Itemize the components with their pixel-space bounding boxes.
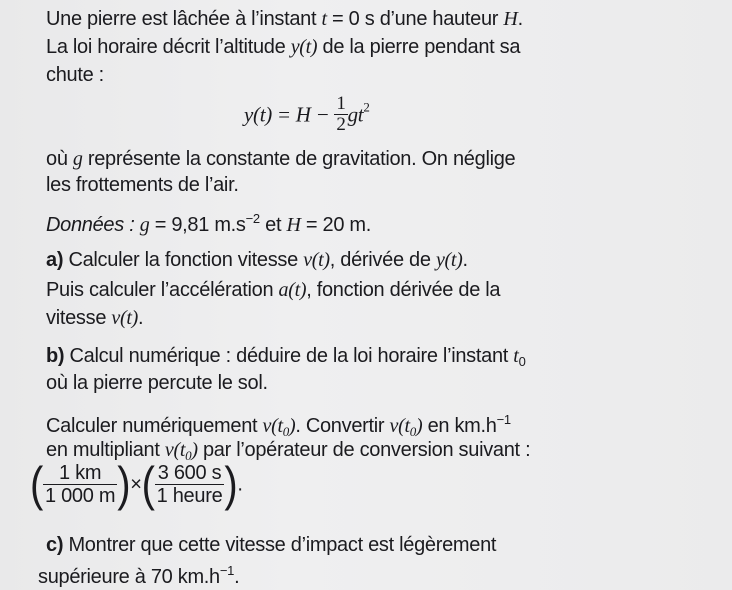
partA-text: Puis calculer l’accélération (46, 279, 279, 301)
partA-text: , fonction dérivée de la (306, 279, 501, 301)
intro-text: = 0 s d’une hauteur (326, 8, 504, 30)
paren: ) (415, 415, 423, 437)
formula-fraction (334, 94, 347, 135)
right-paren: ) (117, 458, 131, 511)
donnees-label: Données : (46, 214, 140, 236)
partA-text: , dérivée de (329, 249, 436, 271)
times-sign: × (130, 473, 142, 496)
paren: ) (288, 415, 296, 437)
intro-line-1 (46, 6, 523, 32)
subscript-0: 0 (409, 424, 416, 439)
partB-text: . Convertir (295, 415, 390, 437)
var-v: v(t) (111, 307, 138, 329)
intro-text: La loi horaire décrit l’altitude (46, 36, 291, 58)
var-v: v(t (389, 415, 410, 437)
partC-tag: c) (46, 534, 64, 556)
unit-exponent: −1 (496, 412, 511, 427)
unit-exponent: −1 (219, 563, 235, 578)
partA-text: vitesse (46, 307, 112, 329)
conversion-operator (30, 458, 243, 522)
h-value: = 20 m. (300, 214, 372, 236)
where-line-2: les frottements de l’air. (46, 174, 239, 196)
var-t: (t) (299, 36, 318, 58)
fraction-denominator: 1 heure (156, 485, 223, 507)
partC-line-1 (46, 532, 496, 558)
fraction-denominator: 1 000 m (45, 485, 116, 507)
partA-text: Calculer la fonction vitesse (63, 249, 304, 271)
fraction-km (43, 462, 117, 507)
formula-y (244, 94, 370, 135)
var-t: t (321, 8, 327, 30)
var-v: v(t) (303, 249, 330, 271)
punct: . (237, 473, 243, 496)
var-H: H (286, 214, 301, 236)
partA-line-3 (46, 305, 143, 331)
paren: ) (191, 439, 198, 461)
fraction-numerator: 3 600 s (157, 462, 222, 484)
subscript-0: 0 (282, 424, 289, 439)
donnees-text: et (259, 214, 287, 236)
partB-tag: b) (46, 345, 65, 367)
var-y: y(t) (435, 249, 463, 271)
unit-kmh: en km.h (422, 415, 497, 437)
intro-line-2 (46, 34, 520, 60)
intro-text: Une pierre est lâchée à l’instant (46, 8, 322, 30)
g-exponent: −2 (245, 211, 260, 226)
donnees-line (46, 206, 371, 238)
intro-line-3: chute : (46, 64, 104, 86)
punct: . (137, 307, 144, 329)
where-text: représente la constante de gravitation. On néglige (82, 148, 516, 170)
formula-lhs: y(t) = H − (244, 102, 330, 127)
intro-text: de la pierre pendant sa (317, 36, 521, 58)
var-v: v(t (262, 415, 283, 437)
punct: . (234, 566, 240, 588)
subscript-0: 0 (185, 448, 192, 463)
var-t: t (513, 345, 519, 367)
partB-line-2: où la pierre percute le sol. (46, 372, 268, 394)
partB-text: par l’opérateur de conversion suivant : (197, 439, 531, 461)
partB-text: Calcul numérique : déduire de la loi horaire l’instant (64, 345, 514, 367)
var-y: y (290, 36, 300, 58)
var-v: v(t (164, 439, 186, 461)
partB-text: Calculer numériquement (46, 415, 263, 437)
partC-line-2 (38, 558, 239, 590)
fraction-numerator: 1 (336, 93, 346, 114)
partB-text: en multipliant (46, 439, 165, 461)
var-g: g (72, 148, 83, 170)
partC-text: Montrer que cette vitesse d’impact est légèrement (63, 534, 497, 556)
var-a: a(t) (278, 279, 307, 301)
left-paren: ( (141, 458, 155, 511)
var-H: H (503, 8, 518, 30)
punct: . (462, 249, 468, 271)
fraction-denominator: 2 (336, 114, 346, 135)
left-paren: ( (30, 458, 44, 511)
where-line-1 (46, 146, 515, 172)
formula-rhs: gt (347, 102, 364, 127)
partA-tag: a) (46, 249, 64, 271)
formula-exponent: 2 (363, 99, 370, 115)
where-text: où (46, 148, 73, 170)
fraction-hour (155, 462, 225, 507)
partC-text: supérieure à 70 km.h (38, 566, 220, 588)
fraction-numerator: 1 km (59, 462, 102, 484)
subscript-0: 0 (518, 354, 526, 369)
g-value: = 9,81 m.s (149, 214, 246, 236)
partA-line-2 (46, 277, 500, 303)
right-paren: ) (224, 458, 238, 511)
punct: . (517, 8, 523, 30)
partA-line-1 (46, 247, 468, 273)
var-g: g (139, 214, 150, 236)
